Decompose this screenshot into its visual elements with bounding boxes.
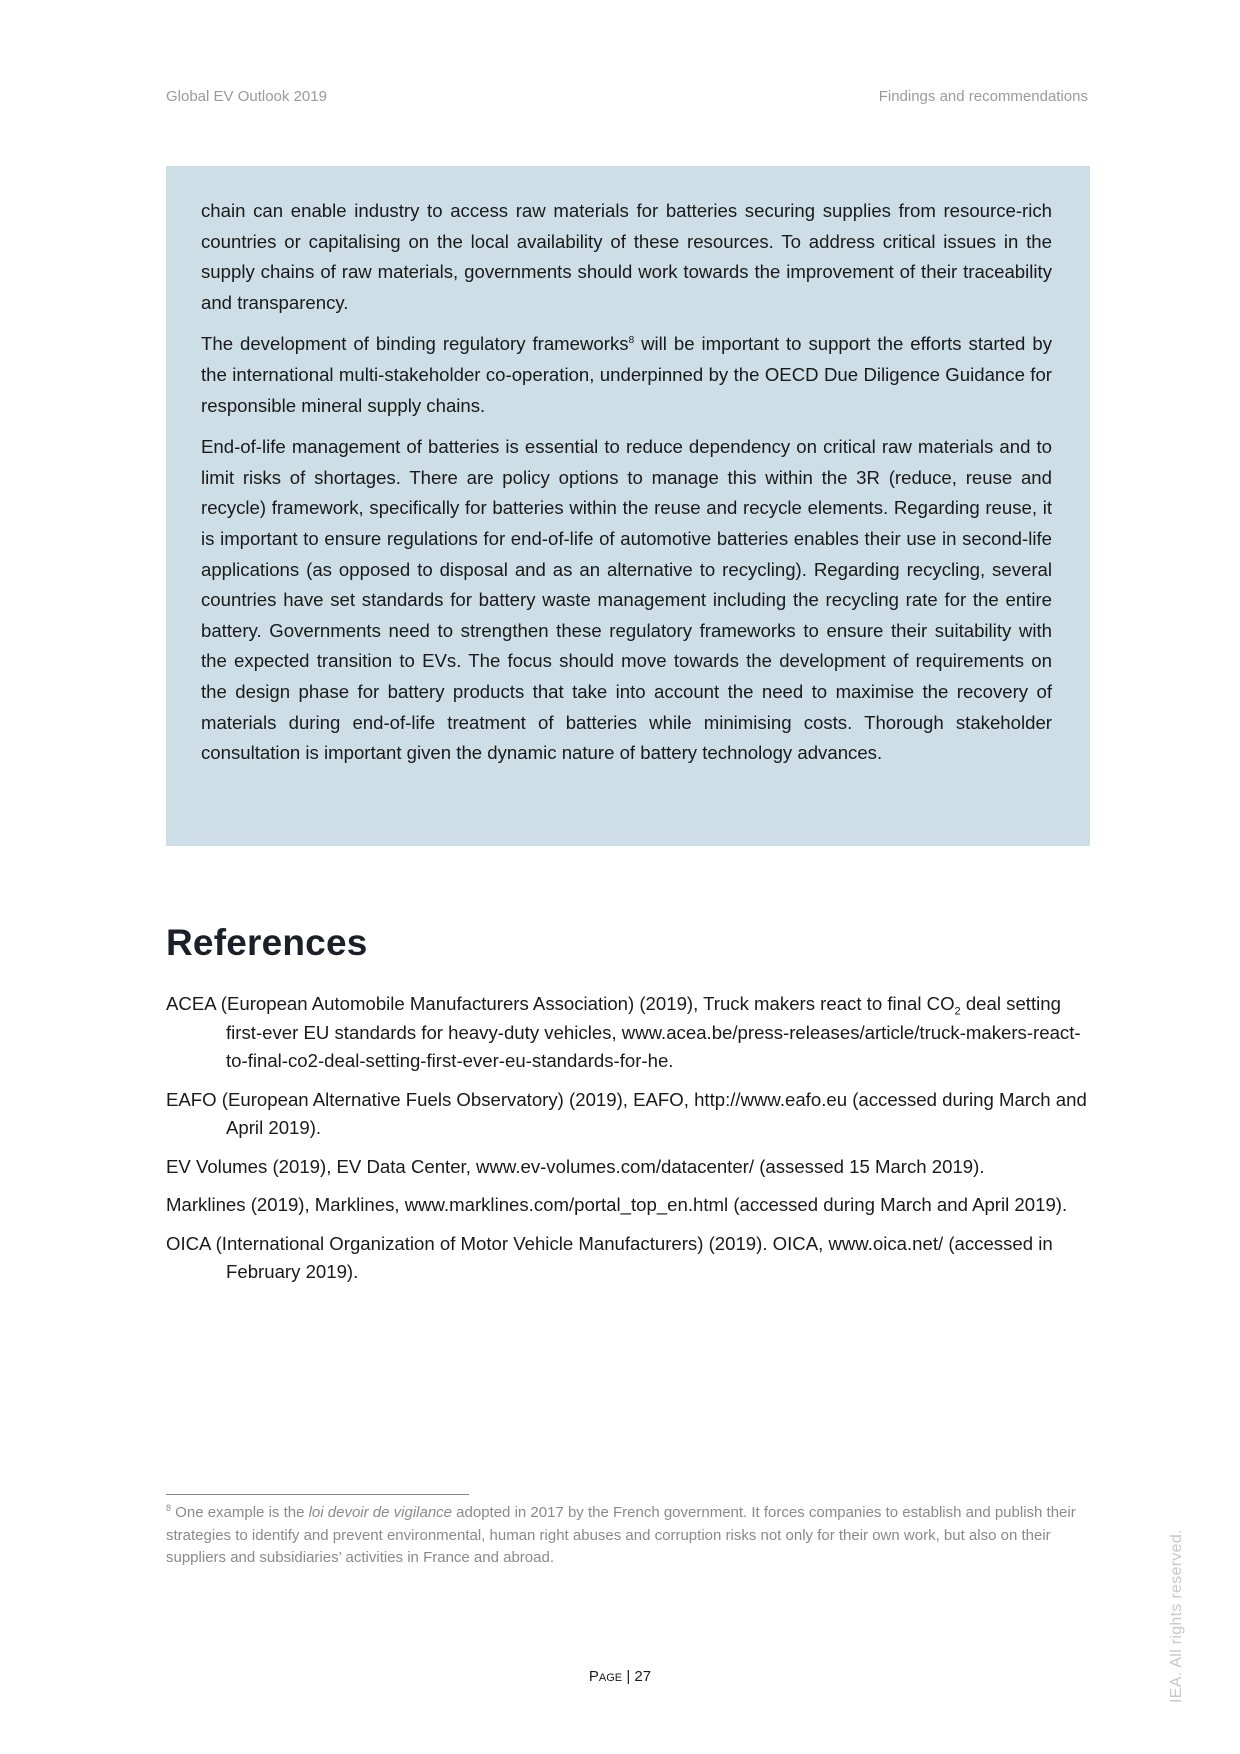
page-separator: | xyxy=(622,1668,635,1685)
reference-acea-rest: deal setting first-ever EU standards for heavy-duty vehicles, www.acea.be/press-releases/article/truck-makers-react-to-final-co2-deal-setting-first-ever-eu-standards-for-he. xyxy=(226,993,1081,1071)
box-paragraph-2 xyxy=(201,329,1052,421)
reference-marklines: Marklines (2019), Marklines, www.marklines.com/portal_top_en.html (accessed during March and April 2019). xyxy=(166,1194,1068,1215)
reference-ev-volumes: EV Volumes (2019), EV Data Center, www.ev-volumes.com/datacenter/ (assessed 15 March 2019). xyxy=(166,1155,985,1177)
footnote-divider xyxy=(166,1494,469,1495)
page-number-value: 27 xyxy=(634,1668,652,1685)
reference-acea xyxy=(166,990,1090,1076)
subscript-2: 2 xyxy=(954,1005,961,1018)
page-label: Page xyxy=(588,1668,623,1685)
footnote-text-rest: adopted in 2017 by the French government. It forces companies to establish and publish their strategies to identify and prevent environmental, human right abuses and corruption risks not only for their own work, but also on their suppliers and subsidiaries’ activities in France and abroad. xyxy=(166,1504,1076,1566)
running-header-title: Global EV Outlook 2019 xyxy=(166,88,327,105)
box-paragraph-3: End-of-life management of batteries is essential to reduce dependency on critical raw materials and to limit risks of shortages. There are policy options to manage this within the 3R (reduce, reuse and recycle) framework, specifically for batteries within the reuse and recycle elements. Regarding reuse, it is important to ensure regulations for end-of-life of automotive batteries enables their use in second-life applications (as opposed to disposal and as an alternative to recycling). Regarding recycling, several countries have set standards for battery waste management including the recycling rate for the entire battery. Governments need to strengthen these regulatory frameworks to ensure their suitability with the expected transition to EVs. The focus should move towards the development of requirements on the design phase for battery products that take into account the need to maximise the recovery of materials during end-of-life treatment of batteries while minimising costs. Thorough stakeholder consultation is important given the dynamic nature of battery technology advances. xyxy=(201,436,1052,764)
copyright-side-note: IEA. All rights reserved. xyxy=(1168,1529,1185,1703)
recommendation-box xyxy=(166,166,1090,846)
footnote-text-lead: One example is the xyxy=(171,1504,309,1521)
references-list xyxy=(166,990,1090,1297)
page-number xyxy=(0,1668,1240,1685)
running-header-section: Findings and recommendations xyxy=(878,88,1088,105)
box-paragraph-2-lead: The development of binding regulatory frameworks xyxy=(201,333,629,355)
box-paragraph-2-rest: will be important to support the efforts started by the international multi-stakeholder co-operation, underpinned by the OECD Due Diligence Guidance for responsible mineral supply chains. xyxy=(201,333,1052,416)
reference-acea-lead: ACEA (European Automobile Manufacturers Association) (2019), Truck makers react to final CO xyxy=(166,993,955,1014)
footnote-italic-term: loi devoir de vigilance xyxy=(308,1504,453,1521)
reference-eafo: EAFO (European Alternative Fuels Observatory) (2019), EAFO, http://www.eafo.eu (accessed during March and April 2019). xyxy=(166,1088,1087,1138)
references-heading: References xyxy=(166,922,368,963)
footnote xyxy=(166,1502,1086,1570)
footnote-reference[interactable]: 8 xyxy=(628,335,635,347)
box-paragraph-1: chain can enable industry to access raw materials for batteries securing supplies from resource-rich countries or capitalising on the local availability of these resources. To address critical issues in the supply chains of raw materials, governments should work towards the improvement of their traceability and transparency. xyxy=(201,200,1052,313)
footnote-mark: 8 xyxy=(166,1503,172,1513)
reference-oica: OICA (International Organization of Motor Vehicle Manufacturers) (2019). OICA, www.oica.net/ (accessed in February 2019). xyxy=(166,1232,1053,1282)
